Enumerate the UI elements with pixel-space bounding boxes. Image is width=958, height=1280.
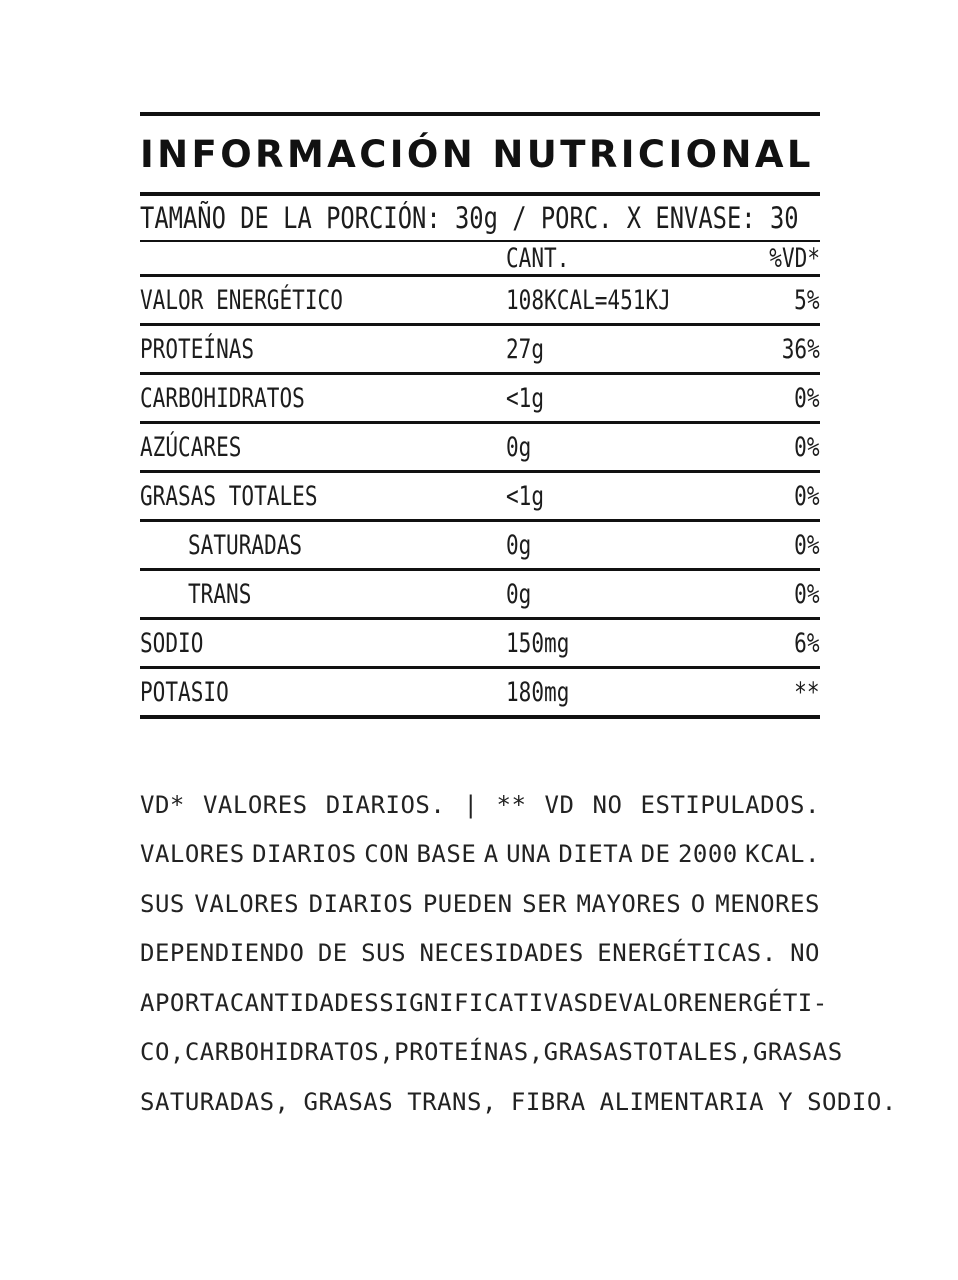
nutrient-amount: 27g <box>506 333 545 365</box>
footnote-word: NO <box>592 790 623 819</box>
footnote-word: TOTALES, <box>633 1038 753 1067</box>
footnote-word: ENERGÉTI- <box>693 988 828 1017</box>
footnote-word: CON <box>364 840 410 869</box>
footnote-word: KCAL. <box>745 840 820 869</box>
nutrient-amount: 180mg <box>506 676 570 708</box>
bottom-rule <box>140 715 820 719</box>
nutrient-dv: 0% <box>794 431 820 463</box>
nutrient-dv: 36% <box>781 333 820 365</box>
footnote-word: GRASAS <box>543 1038 634 1067</box>
footnote-word: CANTIDADES <box>229 988 380 1017</box>
nutrient-dv: 0% <box>794 529 820 561</box>
footnote-word: SER <box>522 889 567 918</box>
footnote-word: SODIO. <box>807 1087 897 1116</box>
footnote-word: SUS <box>361 939 407 968</box>
footnote-word: SIGNIFICATIVAS <box>379 988 589 1017</box>
nutrient-name: PROTEÍNAS <box>140 333 255 365</box>
nutrient-amount: 0g <box>506 431 532 463</box>
footnote-word: A <box>483 840 499 869</box>
footnote-word: PROTEÍNAS, <box>394 1038 544 1067</box>
table-title: INFORMACIÓN NUTRICIONAL <box>140 132 814 176</box>
footnote-line <box>140 1028 843 1078</box>
nutrient-amount: <1g <box>506 480 545 512</box>
footnote-word: DIARIOS. <box>325 790 446 819</box>
serving-size: TAMAÑO DE LA PORCIÓN: 30g / PORC. X ENVASE: 30 <box>140 201 799 235</box>
footnote-word: APORTA <box>140 988 230 1017</box>
nutrient-row-protein <box>140 326 820 372</box>
footnote-word: VALORES <box>140 840 245 869</box>
nutrient-amount: <1g <box>506 382 545 414</box>
footnote-word: ESTIPULADOS. <box>640 790 820 819</box>
footnote-word: ** <box>496 790 527 819</box>
footnote-word: DEPENDIENDO <box>140 939 305 968</box>
nutrient-amount: 0g <box>506 578 532 610</box>
nutrient-dv: 5% <box>794 284 820 316</box>
footnote-word: UNA <box>506 840 551 869</box>
footnote-word: GRASAS <box>752 1038 843 1067</box>
footnote-word: DE <box>317 939 348 968</box>
nutrient-amount: 150mg <box>506 627 570 659</box>
nutrient-name: VALOR ENERGÉTICO <box>140 284 343 316</box>
nutrient-name: POTASIO <box>140 676 229 708</box>
nutrition-facts-table <box>140 112 820 719</box>
nutrient-name: TRANS <box>188 578 252 610</box>
nutrient-amount: 108KCAL=451KJ <box>506 284 671 316</box>
footnote-word: SATURADAS, <box>140 1087 290 1116</box>
nutrient-row-carbohydrates <box>140 375 820 421</box>
footnote-word: VALORES <box>194 889 300 918</box>
footnote-word: | <box>463 790 479 819</box>
dv-header: %VD* <box>769 242 820 274</box>
header-row <box>140 242 820 274</box>
nutrient-name: AZÚCARES <box>140 431 242 463</box>
nutrient-row-trans-fat <box>140 571 820 617</box>
footnote-word: GRASAS <box>303 1087 394 1116</box>
footnote-word: DIETA <box>558 840 634 869</box>
footnote-word: BASE <box>416 840 477 869</box>
nutrient-dv: ** <box>794 676 820 708</box>
footnote-word: DIARIOS <box>252 840 357 869</box>
footnotes <box>140 780 897 1127</box>
footnote-word: FIBRA <box>510 1087 586 1116</box>
footnote-word: PUEDEN <box>422 889 513 918</box>
footnote-word: TRANS, <box>407 1087 497 1116</box>
nutrient-row-sugars <box>140 424 820 470</box>
nutrient-row-saturated-fat <box>140 522 820 568</box>
footnote-word: MAYORES <box>576 889 682 918</box>
nutrient-row-energy <box>140 277 820 323</box>
footnote-word: NECESIDADES <box>419 939 584 968</box>
footnote-word: DE <box>588 988 619 1017</box>
nutrient-dv: 0% <box>794 382 820 414</box>
footnote-line <box>140 879 820 929</box>
footnote-word: VALOR <box>618 988 694 1017</box>
nutrient-dv: 0% <box>794 578 820 610</box>
footnote-word: VD <box>544 790 575 819</box>
footnote-line <box>140 1077 897 1127</box>
nutrient-amount: 0g <box>506 529 532 561</box>
nutrient-name: SODIO <box>140 627 204 659</box>
footnote-line <box>140 978 828 1028</box>
nutrient-name: GRASAS TOTALES <box>140 480 318 512</box>
footnote-word: ENERGÉTICAS. <box>597 939 777 968</box>
footnote-word: CO, <box>140 1038 185 1067</box>
amount-header: CANT. <box>506 242 570 274</box>
footnote-word: VALORES <box>202 790 308 819</box>
footnote-word: DIARIOS <box>308 889 414 918</box>
footnote-word: VD* <box>140 790 185 819</box>
footnote-word: CARBOHIDRATOS, <box>184 1038 395 1067</box>
nutrient-row-sodium <box>140 620 820 666</box>
nutrient-name: CARBOHIDRATOS <box>140 382 305 414</box>
footnote-word: O <box>690 889 706 918</box>
footnote-word: 2000 <box>677 840 738 869</box>
footnote-word: SUS <box>140 889 185 918</box>
footnote-line <box>140 830 820 880</box>
nutrient-dv: 0% <box>794 480 820 512</box>
footnote-word: NO <box>790 939 820 968</box>
footnote-line <box>140 929 820 979</box>
nutrient-row-potassium <box>140 669 820 715</box>
footnote-line <box>140 780 820 830</box>
footnote-word: Y <box>778 1087 794 1116</box>
footnote-word: MENORES <box>715 889 820 918</box>
nutrient-row-total-fat <box>140 473 820 519</box>
footnote-word: DE <box>640 840 671 869</box>
nutrient-dv: 6% <box>794 627 820 659</box>
nutrient-name: SATURADAS <box>188 529 303 561</box>
footnote-word: ALIMENTARIA <box>599 1087 765 1116</box>
